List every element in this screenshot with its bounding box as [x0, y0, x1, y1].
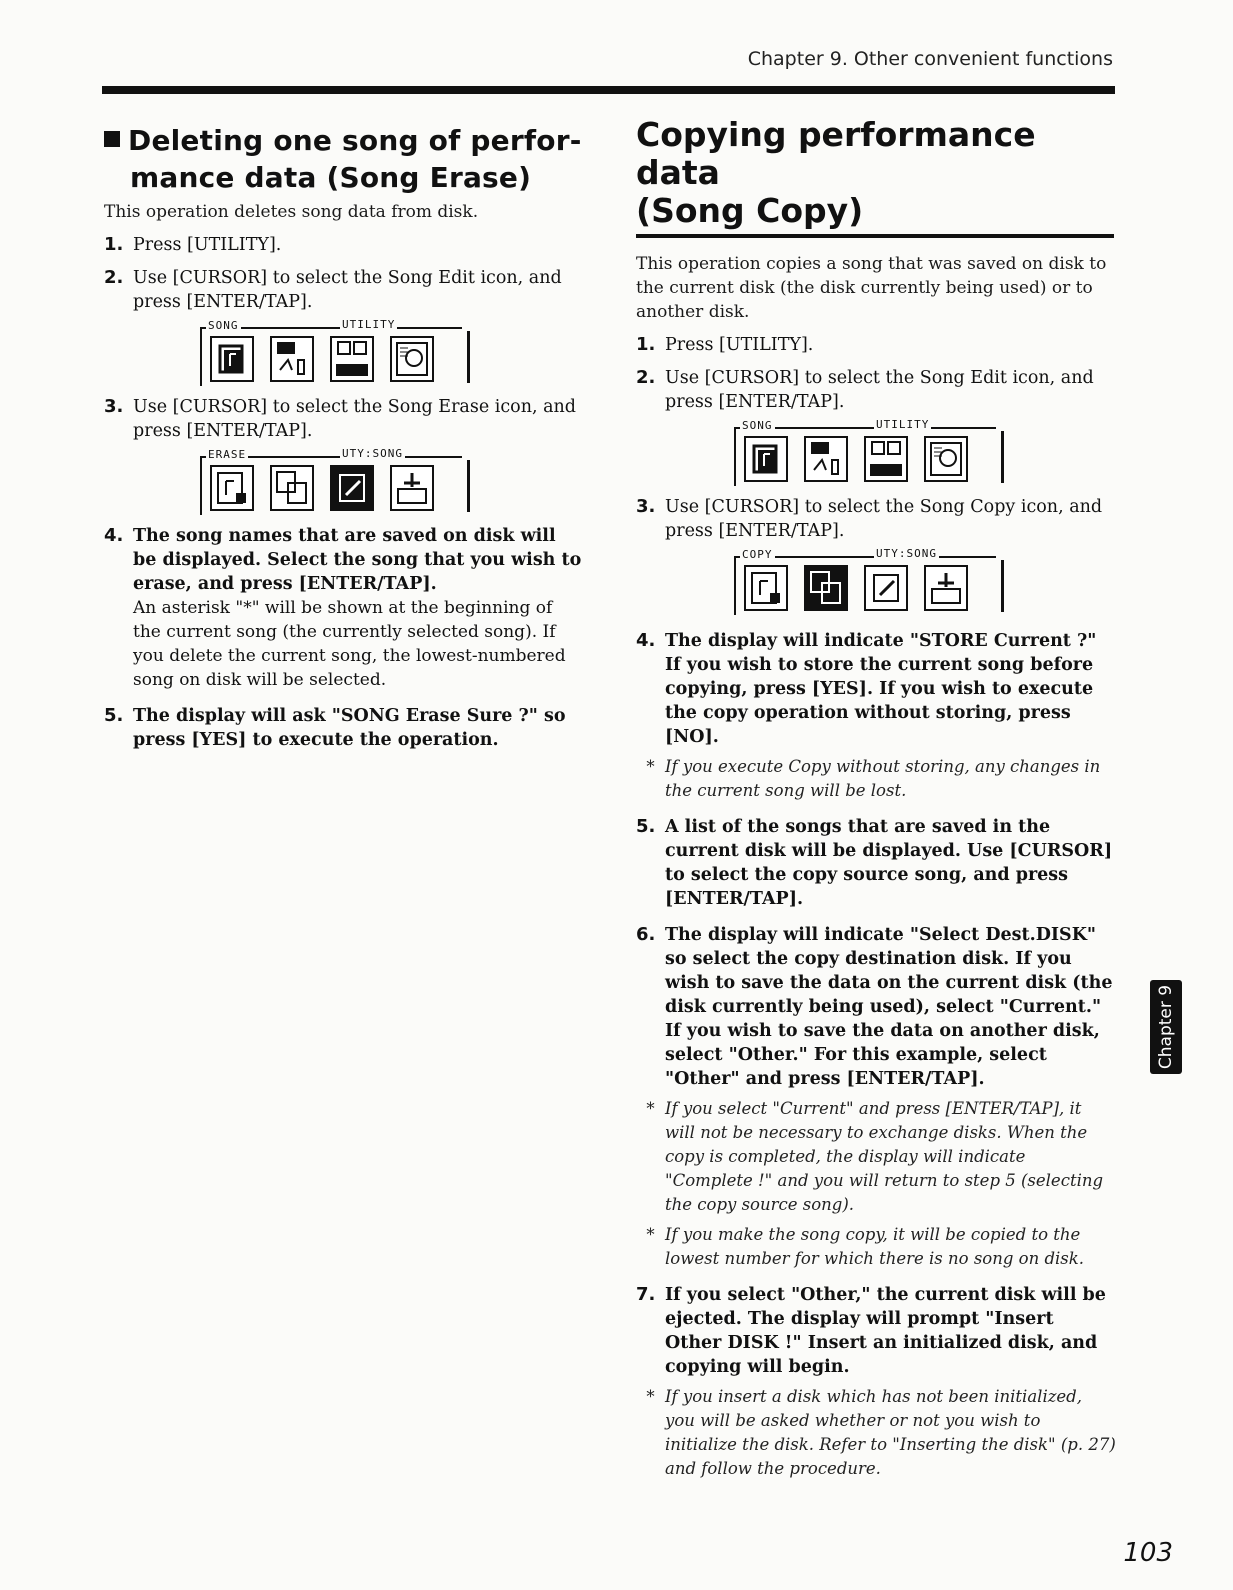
tempo-icon [270, 336, 314, 382]
step-text: The song names that are saved on disk will be displayed. Select the song that you wish to erase, and press [ENTER/TAP]. [133, 526, 582, 594]
note-text: If you select "Current" and press [ENTER/TAP], it will not be necessary to exchange disks. When the copy is completed, the display will indicate "Complete !" and you will return to step 5 (selecting the copy source song). [665, 1099, 1104, 1214]
step-4 [636, 629, 1116, 749]
disk-icon [924, 436, 968, 482]
step-number: 4. [104, 525, 124, 546]
song-copy-icon [744, 565, 788, 611]
lcd-right-label: UTY:SONG [876, 547, 937, 560]
heading-line-2: (Song Copy) [636, 191, 864, 230]
step-5 [104, 704, 582, 752]
song-init-icon [924, 565, 968, 611]
step-number: 5. [636, 816, 656, 837]
lcd-left-label: SONG [742, 419, 773, 432]
note-step-4 [636, 755, 1116, 803]
note-text: If you make the song copy, it will be copied to the lowest number for which there is no song on disk. [665, 1225, 1085, 1268]
step-5 [636, 815, 1116, 911]
step-3 [636, 495, 1116, 543]
lcd-right-label: UTILITY [342, 318, 396, 331]
lcd-left-label: SONG [208, 319, 239, 332]
heading-rule [636, 234, 1114, 238]
step-text: Press [UTILITY]. [133, 235, 282, 255]
intro-paragraph: This operation copies a song that was saved on disk to the current disk (the disk currently being used) or to another disk. [636, 254, 1107, 322]
step-2 [104, 266, 582, 314]
step-text: Use [CURSOR] to select the Song Copy icon, and press [ENTER/TAP]. [665, 497, 1103, 541]
step-text: Press [UTILITY]. [665, 335, 814, 355]
page-number: 103 [1123, 1538, 1173, 1568]
lcd-right-label: UTILITY [876, 418, 930, 431]
step-text: A list of the songs that are saved in the current disk will be displayed. Use [CURSOR] to select the copy source song, and press [ENTER/TAP]. [665, 817, 1113, 909]
lcd-right-label: UTY:SONG [342, 447, 403, 460]
song-copy-icon [210, 465, 254, 511]
step-number: 3. [636, 496, 656, 517]
step-text: Use [CURSOR] to select the Song Edit icon, and press [ENTER/TAP]. [665, 368, 1094, 412]
step-number: 6. [636, 924, 656, 945]
lcd-left-label: COPY [742, 548, 773, 561]
heading-line-1: Deleting one song of perfor- [128, 124, 582, 157]
step-text: Use [CURSOR] to select the Song Edit icon, and press [ENTER/TAP]. [133, 268, 562, 312]
step-7 [636, 1283, 1116, 1379]
note-text: If you execute Copy without storing, any changes in the current song will be lost. [665, 757, 1101, 800]
lcd-utility-screen [200, 318, 470, 386]
step-1 [104, 233, 582, 257]
song-name-icon [270, 465, 314, 511]
step-1 [636, 333, 1116, 357]
step-6 [636, 923, 1116, 1091]
note-asterisk: * [646, 1225, 655, 1244]
lcd-song-copy-screen [734, 547, 1004, 615]
lcd-left-label: ERASE [208, 448, 247, 461]
section-heading-song-copy [636, 116, 1116, 230]
lcd-song-erase-screen [200, 447, 470, 515]
disk-icon [390, 336, 434, 382]
square-bullet-icon [104, 131, 120, 147]
counter-icon [864, 436, 908, 482]
song-init-icon [390, 465, 434, 511]
step-number: 5. [104, 705, 124, 726]
heading-line-1: Copying performance data [636, 115, 1036, 192]
song-edit-icon [210, 336, 254, 382]
step-number: 3. [104, 396, 124, 417]
song-edit-icon [744, 436, 788, 482]
right-column [636, 116, 1116, 1481]
step-text: Use [CURSOR] to select the Song Erase icon, and press [ENTER/TAP]. [133, 397, 577, 441]
song-erase-icon [330, 465, 374, 511]
header-rule [102, 86, 1115, 94]
chapter-tab-label: Chapter 9 [1156, 984, 1176, 1070]
step-explanation: An asterisk "*" will be shown at the beginning of the current song (the currently selected song). If you delete the current song, the lowest-numbered song on disk will be selected. [133, 598, 566, 690]
step-3 [104, 395, 582, 443]
left-column [104, 122, 582, 752]
step-number: 1. [104, 234, 124, 255]
step-text: If you select "Other," the current disk will be ejected. The display will prompt "Insert Other DISK !" Insert an initialized disk, and copying will begin. [665, 1285, 1106, 1377]
tempo-icon [804, 436, 848, 482]
song-erase-icon [864, 565, 908, 611]
step-number: 4. [636, 630, 656, 651]
running-head: Chapter 9. Other convenient functions [747, 48, 1113, 70]
intro-paragraph: This operation deletes song data from disk. [104, 202, 479, 222]
step-text: The display will indicate "Select Dest.DISK" so select the copy destination disk. If you wish to save the data on the current disk (the disk currently being used), select "Current." If you wish to save the data on another disk, select "Other." For this example, select "Other" and press [ENTER/TAP]. [665, 925, 1113, 1089]
note-step-7 [636, 1385, 1116, 1481]
step-number: 7. [636, 1284, 656, 1305]
step-2 [636, 366, 1116, 414]
step-number: 1. [636, 334, 656, 355]
song-name-icon [804, 565, 848, 611]
note-asterisk: * [646, 1099, 655, 1118]
note-text: If you insert a disk which has not been initialized, you will be asked whether or not you wish to initialize the disk. Refer to "Inserting the disk" (p. 27) and follow the procedure. [665, 1387, 1116, 1478]
chapter-tab [1150, 980, 1182, 1074]
heading-line-2: mance data (Song Erase) [130, 161, 532, 194]
lcd-utility-screen [734, 418, 1004, 486]
step-number: 2. [636, 367, 656, 388]
counter-icon [330, 336, 374, 382]
section-heading-song-erase [104, 122, 582, 196]
note-asterisk: * [646, 1387, 655, 1406]
step-4 [104, 524, 582, 692]
step-text: The display will indicate "STORE Current ?" If you wish to store the current song before copying, press [YES]. If you wish to execute the copy operation without storing, press [NO]. [665, 631, 1097, 747]
step-number: 2. [104, 267, 124, 288]
note-step-6a [636, 1097, 1116, 1217]
step-text: The display will ask "SONG Erase Sure ?" so press [YES] to execute the operation. [133, 706, 566, 750]
note-asterisk: * [646, 757, 655, 776]
note-step-6b [636, 1223, 1116, 1271]
